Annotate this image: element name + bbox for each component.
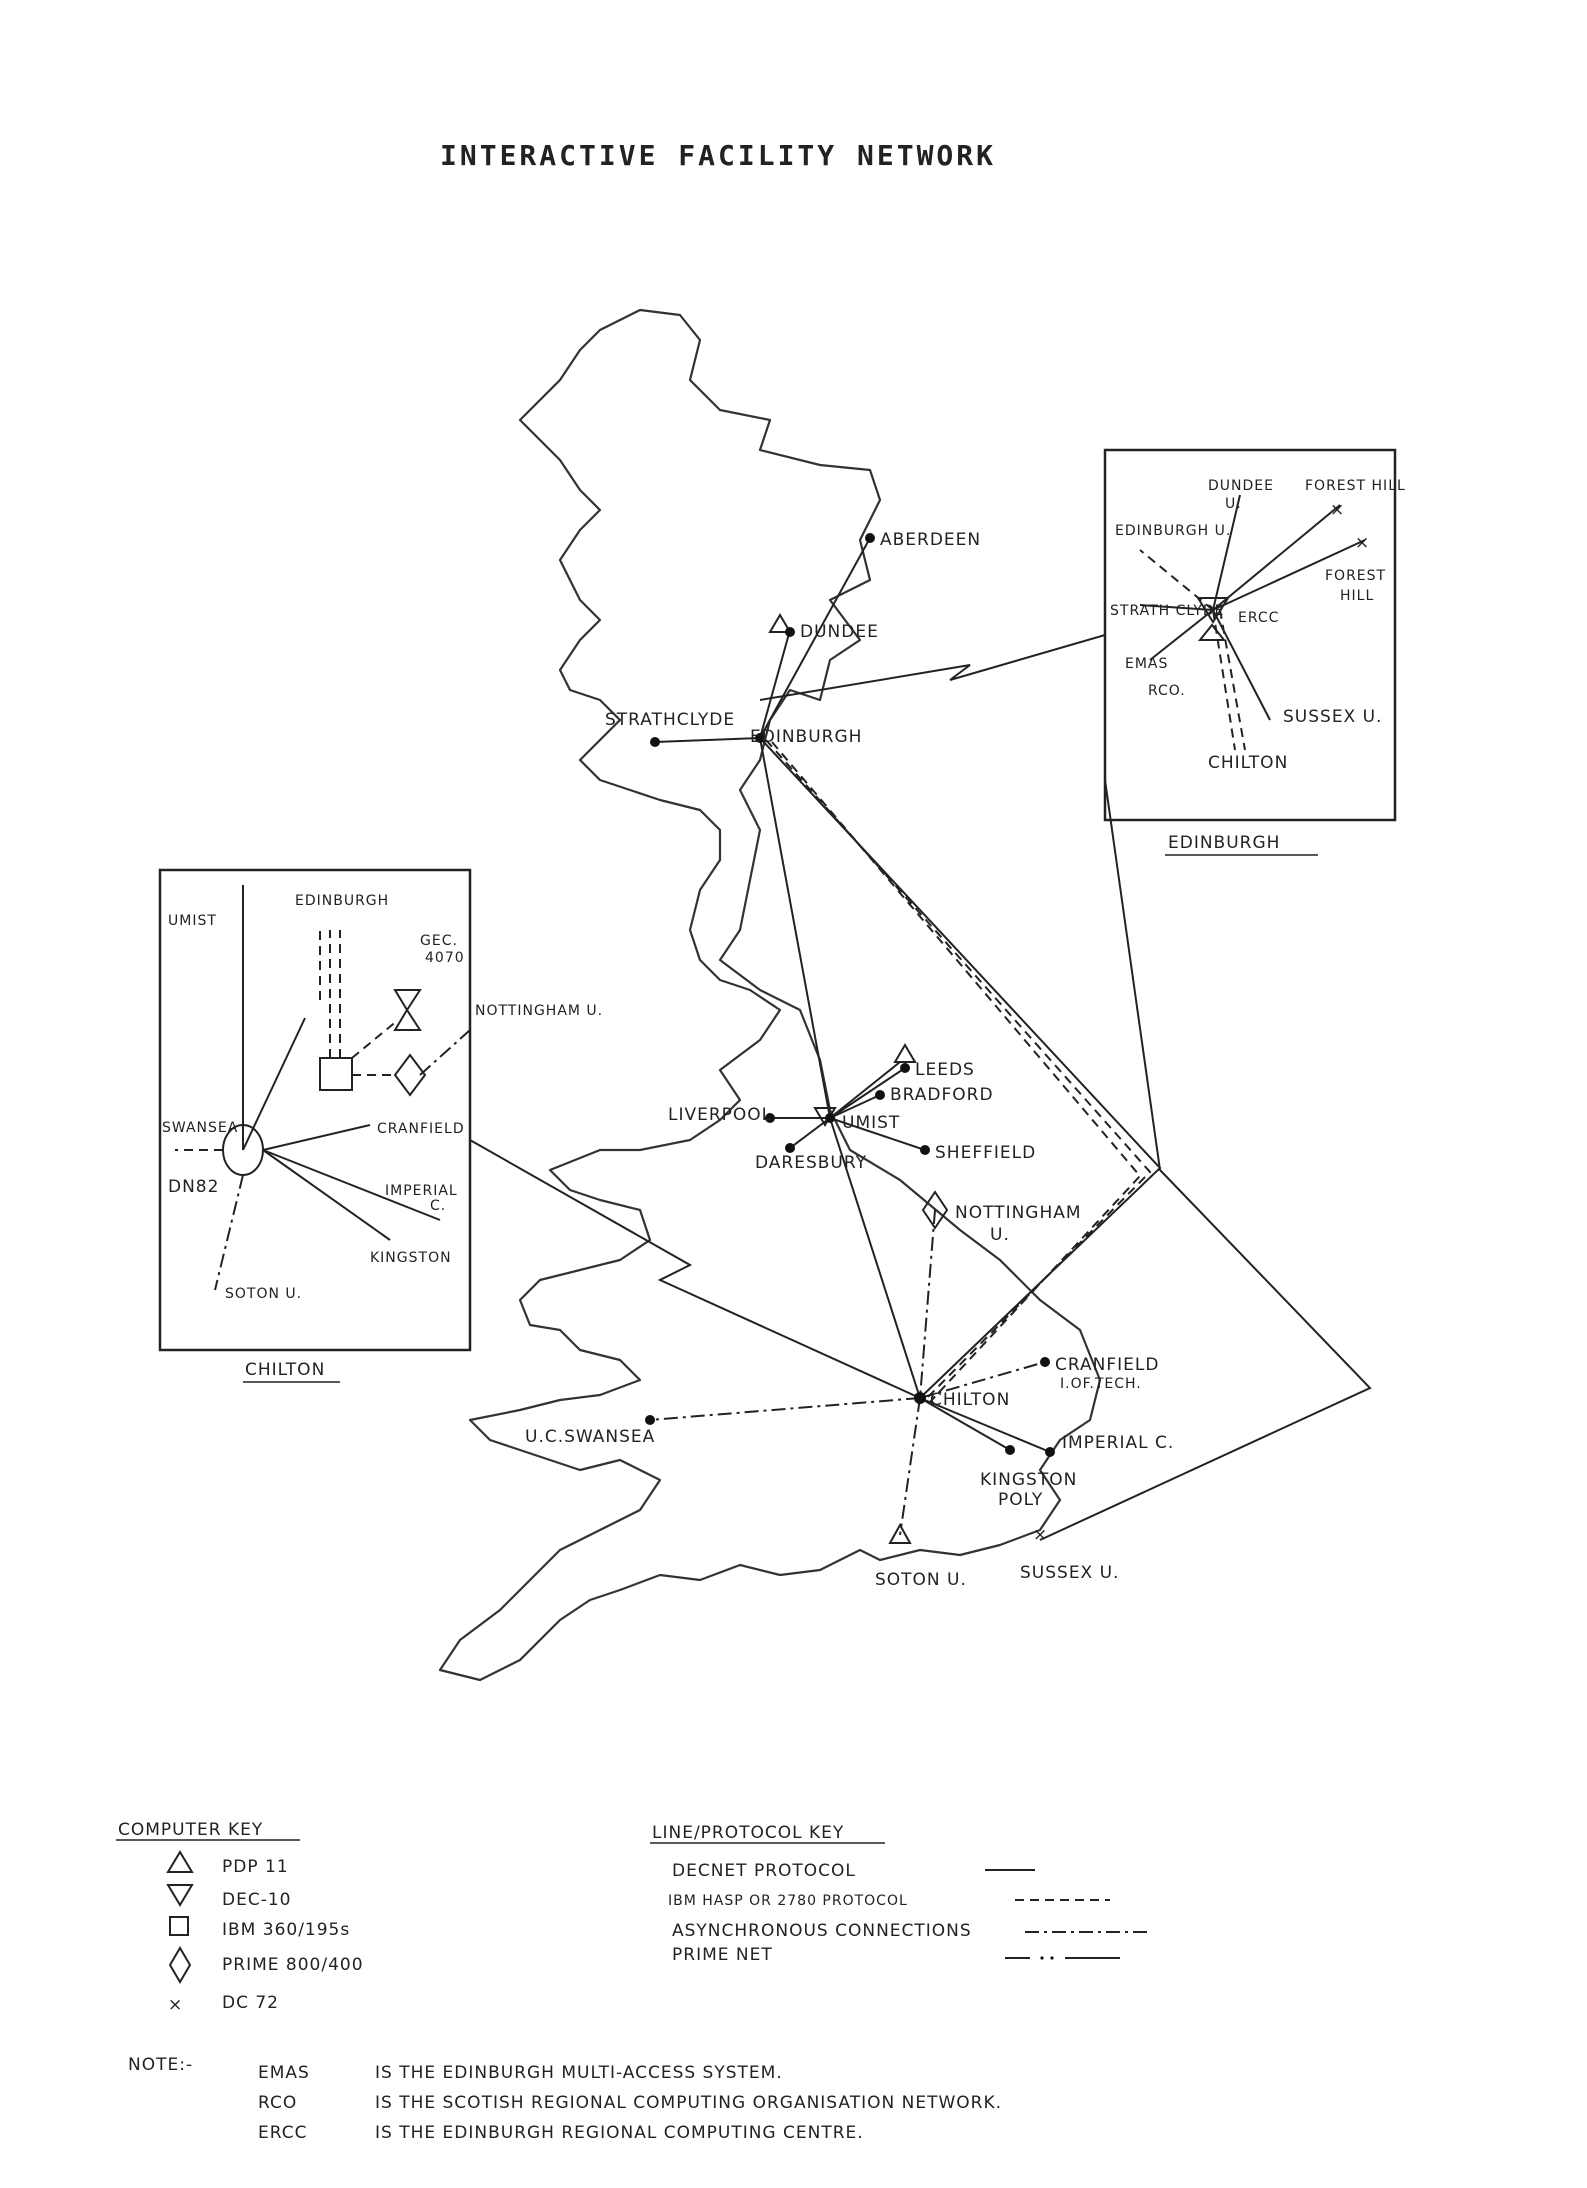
label-bradford: BRADFORD (890, 1085, 994, 1105)
edi-label-foresthill-2b: HILL (1340, 588, 1375, 604)
dc72-foresthill-2-icon: × (1355, 533, 1371, 553)
edi-link-edinburgh-u (1140, 550, 1213, 610)
note-text-rco: IS THE SCOTISH REGIONAL COMPUTING ORGANISATION NETWORK. (375, 2093, 1003, 2113)
line-key (650, 1823, 1150, 1965)
edi-link-foresthill-1 (1213, 505, 1340, 610)
label-daresbury: DARESBURY (755, 1153, 867, 1173)
edi-label-emas: EMAS (1125, 656, 1169, 672)
chi-label-imperial: IMPERIAL (385, 1183, 458, 1199)
edi-label-strathclyde: STRATH CLYDE (1110, 603, 1225, 619)
link-edinburgh-dundee (760, 630, 790, 738)
edi-label-dundee-u: U. (1225, 496, 1242, 512)
label-imperial: IMPERIAL C. (1062, 1433, 1175, 1453)
node-swansea (645, 1415, 655, 1425)
pdp11-emas-icon (1200, 625, 1224, 640)
label-kingston-2: POLY (998, 1490, 1044, 1510)
chi-label-gec: GEC. (420, 933, 458, 949)
computer-key-heading: COMPUTER KEY (118, 1820, 264, 1840)
edi-label-chilton: CHILTON (1208, 753, 1289, 773)
node-strathclyde (650, 737, 660, 747)
dc72-key-icon: × (168, 1995, 184, 2015)
dec10-key-icon (168, 1885, 192, 1905)
label-liverpool: LIVERPOOL (668, 1105, 773, 1125)
line-label-prime-net: PRIME NET (672, 1945, 773, 1965)
chi-label-kingston: KINGSTON (370, 1250, 452, 1266)
line-label-decnet: DECNET PROTOCOL (672, 1861, 856, 1881)
notes-prefix: NOTE:- (128, 2055, 194, 2075)
label-leeds: LEEDS (915, 1060, 975, 1080)
label-aberdeen: ABERDEEN (880, 530, 982, 550)
dc72-sussex-icon: × (1033, 1525, 1049, 1545)
label-nottingham-u: U. (990, 1225, 1010, 1245)
link-nottingham-chilton (920, 1210, 935, 1398)
edi-label-dundee: DUNDEE (1208, 478, 1274, 494)
note-abbr-emas: EMAS (258, 2063, 310, 2083)
prime-key-icon (170, 1948, 190, 1982)
link-edinburgh-strathclyde (655, 738, 760, 742)
label-cranfield: CRANFIELD (1055, 1355, 1160, 1375)
node-bradford (875, 1090, 885, 1100)
label-dundee: DUNDEE (800, 622, 879, 642)
pdp11-key-icon (168, 1852, 192, 1872)
edi-label-ercc: ERCC (1238, 610, 1280, 626)
chi-label-imperial-c: C. (430, 1198, 447, 1214)
label-sussex: SUSSEX U. (1020, 1563, 1120, 1583)
ibm-chilton-icon (320, 1058, 352, 1090)
ibm-key-icon (170, 1917, 188, 1935)
label-cranfield-2: I.OF.TECH. (1060, 1376, 1142, 1392)
chi-link-kingston (263, 1150, 390, 1240)
node-dundee (785, 627, 795, 637)
pdp11-chilton-icon (395, 1010, 420, 1030)
node-daresbury (785, 1143, 795, 1153)
chi-label-nottingham: NOTTINGHAM U. (475, 1003, 604, 1019)
label-kingston: KINGSTON (980, 1470, 1078, 1490)
chi-link-gec (352, 1020, 398, 1058)
node-leeds (900, 1063, 910, 1073)
node-chilton (914, 1392, 926, 1404)
dc72-foresthill-1-icon: × (1330, 500, 1346, 520)
label-strathclyde: STRATHCLYDE (605, 710, 736, 730)
label-umist: UMIST (842, 1113, 901, 1133)
label-swansea: U.C.SWANSEA (525, 1427, 656, 1447)
label-soton: SOTON U. (875, 1570, 967, 1590)
line-label-async: ASYNCHRONOUS CONNECTIONS (672, 1921, 972, 1941)
note-text-emas: IS THE EDINBURGH MULTI-ACCESS SYSTEM. (375, 2063, 783, 2083)
note-text-ercc: IS THE EDINBURGH REGIONAL COMPUTING CENTRE. (375, 2123, 864, 2143)
chi-link-cranfield (263, 1125, 370, 1150)
line-sample-primenet-dot-1 (1040, 1956, 1043, 1959)
edi-link-dundee (1213, 495, 1240, 610)
map-labels (525, 530, 1174, 1590)
chi-label-cranfield: CRANFIELD (377, 1121, 465, 1137)
chi-link-nottingham (420, 1030, 470, 1075)
key-label-dc72: DC 72 (222, 1993, 279, 2013)
dec10-chilton-icon (395, 990, 420, 1010)
line-sample-primenet-dot-2 (1050, 1956, 1053, 1959)
page-title: INTERACTIVE FACILITY NETWORK (440, 139, 997, 172)
line-label-hasp: IBM HASP OR 2780 PROTOCOL (668, 1893, 908, 1909)
chi-label-gec-model: 4070 (425, 950, 465, 966)
link-chilton-swansea (650, 1398, 920, 1420)
key-label-ibm: IBM 360/195s (222, 1920, 351, 1940)
chi-label-edinburgh: EDINBURGH (295, 893, 390, 909)
node-imperial (1045, 1447, 1055, 1457)
node-umist (825, 1113, 835, 1123)
pdp11-leeds-icon (895, 1045, 915, 1062)
note-abbr-ercc: ERCC (258, 2123, 308, 2143)
label-edinburgh: EDINBURGH (750, 727, 863, 747)
edinburgh-inset (1110, 478, 1406, 855)
chi-label-umist: UMIST (168, 913, 217, 929)
edi-label-rco: RCO. (1148, 683, 1186, 699)
edi-label-edinburgh-u: EDINBURGH U. (1115, 523, 1232, 539)
edi-label-foresthill-2a: FOREST (1325, 568, 1387, 584)
label-sheffield: SHEFFIELD (935, 1143, 1037, 1163)
network-links (470, 538, 1370, 1540)
link-inset-chilton (470, 1140, 920, 1398)
key-label-pdp11: PDP 11 (222, 1857, 289, 1877)
chi-label-swansea: SWANSEA (162, 1120, 239, 1136)
node-kingston (1005, 1445, 1015, 1455)
key-label-prime: PRIME 800/400 (222, 1955, 364, 1975)
label-nottingham: NOTTINGHAM (955, 1203, 1082, 1223)
chi-label-soton: SOTON U. (225, 1286, 303, 1302)
chi-label-dn82: DN82 (168, 1177, 220, 1197)
link-chilton-soton (900, 1398, 920, 1535)
link-edinburgh-umist (760, 738, 830, 1118)
edi-label-foresthill-1: FOREST HILL (1305, 478, 1406, 494)
key-label-dec10: DEC-10 (222, 1890, 292, 1910)
node-cranfield (1040, 1357, 1050, 1367)
label-chilton: CHILTON (930, 1390, 1011, 1410)
notes (128, 2055, 1002, 2143)
note-abbr-rco: RCO (258, 2093, 298, 2113)
chi-link-diag (243, 1018, 305, 1150)
edi-link-sussex (1213, 610, 1270, 720)
node-sheffield (920, 1145, 930, 1155)
node-aberdeen (865, 533, 875, 543)
computer-key (116, 1820, 364, 2015)
chi-caption: CHILTON (245, 1360, 326, 1380)
edi-label-sussex: SUSSEX U. (1283, 707, 1383, 727)
link-inset-sussex (1040, 780, 1370, 1540)
line-key-heading: LINE/PROTOCOL KEY (652, 1823, 845, 1843)
edi-caption: EDINBURGH (1168, 833, 1281, 853)
chilton-inset (162, 885, 603, 1382)
